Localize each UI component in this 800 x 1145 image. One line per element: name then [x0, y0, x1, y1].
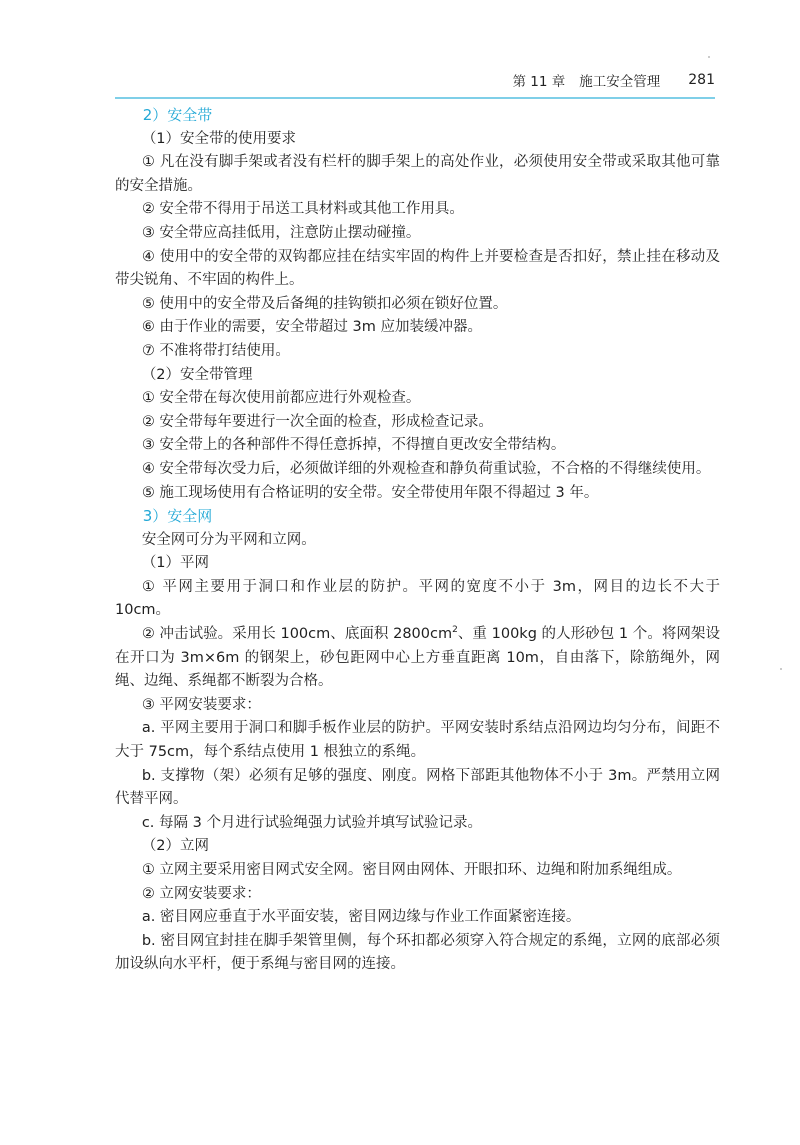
paragraph: ③ 平网安装要求：: [141, 696, 261, 713]
paragraph: b. 支撑物（架）必须有足够的强度、刚度。网格下部距其他物体不小于 3m。严禁用立网代替平网。: [115, 767, 720, 808]
paragraph: [115, 623, 720, 694]
paragraph: a. 密目网应垂直于水平面安装，密目网边缘与作业工作面紧密连接。: [141, 909, 581, 926]
paragraph: ① 安全带在每次使用前都应进行外观检查。: [141, 390, 421, 407]
chapter-title: 施工安全管理: [579, 74, 661, 90]
paragraph: ⑤ 施工现场使用有合格证明的安全带。安全带使用年限不得超过 3 年。: [141, 484, 599, 501]
paragraph: （2）立网: [141, 838, 210, 855]
paragraph: ③ 安全带应高挂低用，注意防止摆动碰撞。: [141, 224, 421, 241]
running-header: [115, 70, 715, 90]
paragraph: c. 每隔 3 个月进行试验绳强力试验并填写试验记录。: [141, 814, 482, 831]
page-number: 281: [688, 72, 715, 88]
superscript: 2: [452, 625, 458, 636]
paragraph: （2）安全带管理: [141, 366, 253, 383]
paragraph: （1）安全带的使用要求: [141, 130, 297, 147]
paragraph: ⑥ 由于作业的需要，安全带超过 3m 应加装缓冲器。: [141, 319, 482, 336]
margin-mark: [780, 668, 782, 670]
paragraph-text: ② 冲击试验。采用长 100cm、底面积 2800cm: [141, 626, 453, 643]
paragraph: ② 安全带不得用于吊送工具材料或其他工作用具。: [141, 201, 464, 218]
paragraph: ④ 使用中的安全带的双钩都应挂在结实牢固的构件上并要检查是否扣好，禁止挂在移动及带尖锐角、不牢固的构件上。: [115, 248, 720, 289]
paragraph: ③ 安全带上的各种部件不得任意拆掉，不得擅自更改安全带结构。: [141, 437, 566, 454]
chapter-number: 第 11 章: [512, 74, 566, 90]
section-heading: 3）安全网: [142, 507, 213, 526]
paragraph: （1）平网: [141, 555, 210, 572]
paragraph-text: 、重 100kg 的人形砂包 1 个。将网架设在开口为 3m×6m 的钢架上，砂包距网中心上方垂直距离 10m，自由落下，除筋绳外，网绳、边绳、系绳都不断裂为合格。: [115, 626, 720, 690]
paragraph: ① 凡在没有脚手架或者没有栏杆的脚手架上的高处作业，必须使用安全带或采取其他可靠的安全措施。: [115, 154, 720, 194]
body-text: [115, 104, 720, 977]
section-heading: 2）安全带: [142, 106, 213, 124]
paragraph: ① 平网主要用于洞口和作业层的防护。平网的宽度不小于 3m，网目的边长不大于 10cm。: [115, 578, 720, 619]
paragraph: ① 立网主要采用密目网式安全网。密目网由网体、开眼扣环、边绳和附加系绳组成。: [141, 862, 682, 878]
paragraph: a. 平网主要用于洞口和脚手板作业层的防护。平网安装时系结点沿网边均匀分布，间距不大于 75cm，每个系结点使用 1 根独立的系绳。: [115, 720, 720, 761]
paragraph: b. 密目网宜封挂在脚手架管里侧，每个环扣都必须穿入符合规定的系绳，立网的底部必须加设纵向水平杆，便于系绳与密目网的连接。: [115, 932, 720, 973]
paragraph: ② 立网安装要求：: [141, 885, 261, 902]
header-divider: [115, 97, 715, 99]
paragraph: ② 安全带每年要进行一次全面的检查，形成检查记录。: [141, 413, 493, 430]
paragraph: ⑦ 不准将带打结使用。: [141, 342, 290, 359]
paragraph: 安全网可分为平网和立网。: [141, 531, 316, 548]
paragraph: ⑤ 使用中的安全带及后备绳的挂钩锁扣必须在锁好位置。: [141, 295, 508, 312]
paragraph: ④ 安全带每次受力后，必须做详细的外观检查和静负荷重试验，不合格的不得继续使用。: [141, 460, 711, 477]
margin-mark: [708, 56, 710, 58]
